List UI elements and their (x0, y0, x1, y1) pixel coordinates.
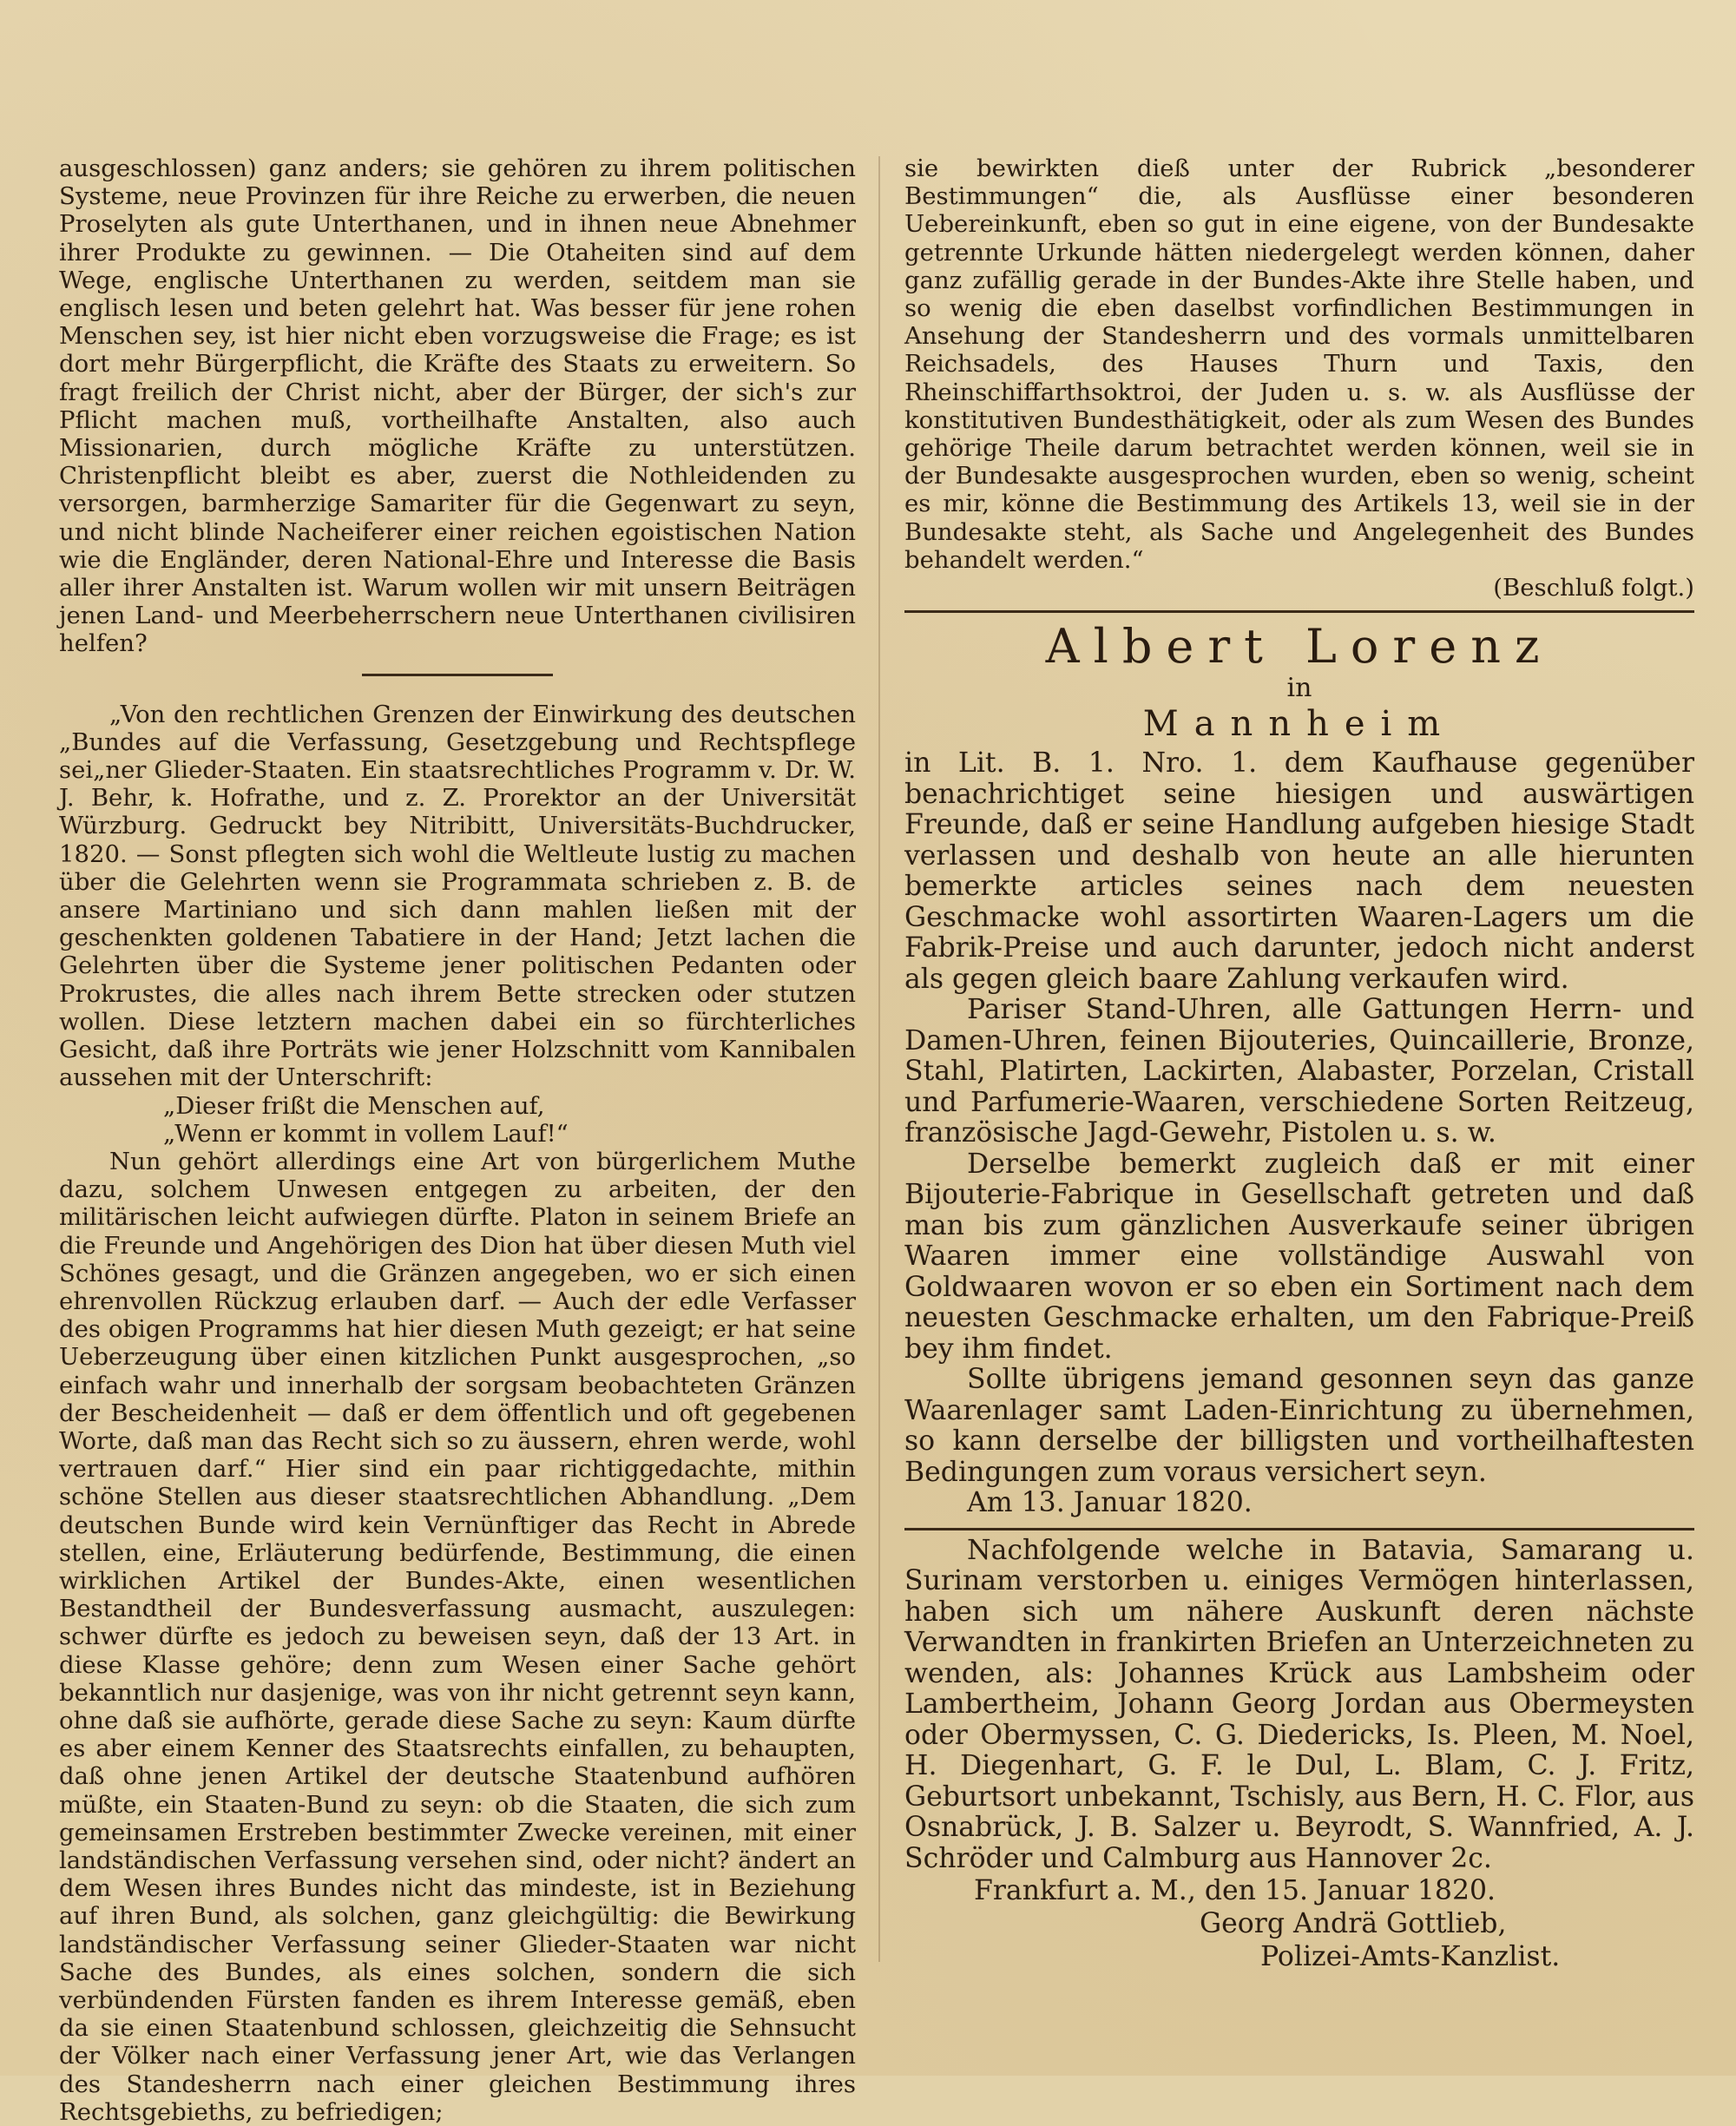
left-paragraph-1: ausgeschlossen) ganz anders; sie gehören zu ihrem politischen Systeme, neue Provinzen für ihre Reiche zu erwerben, die neuen Proselyten als gute Unterthanen, und in ihnen neue Abnehmer ihrer Produkte zu gewinnen. — Die Otaheiten sind auf dem Wege, englische Unterthanen zu werden, seitdem man sie englisch lesen und beten gelehrt hat. Was besser für jene rohen Menschen sey, ist hier nicht eben vorzugsweise die Frage; es ist dort mehr Bürgerpflicht, die Kräfte des Staats zu erweitern. So fragt freilich der Christ nicht, aber der Bürger, der sich's zur Pflicht machen muß, vortheilhafte Anstalten, also auch Missionarien, durch mögliche Kräfte zu unterstützen. Christenpflicht bleibt es aber, zuerst die Nothleidenden zu versorgen, barmherzige Samariter für die Gegenwart zu seyn, und nicht blinde Nacheiferer einer reichen egoistischen Nation wie die Engländer, deren National-Ehre und Interesse die Basis aller ihrer Anstalten ist. Warum wollen wir mit unsern Beiträgen jenen Land- und Meerbeherrschern neue Unterthanen civilisiren helfen? (59, 155, 856, 658)
section-divider (362, 674, 553, 676)
right-column (904, 155, 1694, 1973)
ad-body-1: in Lit. B. 1. Nro. 1. dem Kaufhause gegenüber benachrichtiget seine hiesigen und auswärtigen Freunde, daß er seine Handlung aufgeben hiesige Stadt verlassen und deshalb von heute an alle hierunten bemerkte articles seines nach dem neuesten Geschmacke wohl assortirten Waaren-Lagers um die Fabrik-Preise und auch darunter, jedoch nicht anderst als gegen gleich baare Zahlung verkaufen wird. (904, 747, 1694, 995)
ad2-signer-title: Polizei-Amts-Kanzlist. (1260, 1941, 1561, 1973)
advertisement-lorenz (904, 620, 1694, 1519)
ad2-place-date: Frankfurt a. M., den 15. Januar 1820. (974, 1875, 1496, 1907)
left-paragraph-2: „Von den rechtlichen Grenzen der Einwirkung des deutschen „Bundes auf die Verfassung, Gesetzgebung und Rechtspflege sei„ner Glieder-Staaten. Ein staatsrechtliches Programm v. Dr. W. J. Behr, k. Hofrathe, und z. Z. Prorektor an der Universität Würzburg. Gedruckt bey Nitribitt, Universitäts-Buchdrucker, 1820. — Sonst pflegten sich wohl die Weltleute lustig zu machen über die Gelehrten wenn sie Programmata schrieben z. B. de ansere Martiniano und sich dann mahlen ließen mit der geschenkten goldenen Tabatiere in der Hand; Jetzt lachen die Gelehrten über die Systeme jener politischen Pedanten oder Prokrustes, die alles nach ihrem Bette strecken oder stutzen wollen. Diese letztern machen dabei ein so fürchterliches Gesicht, daß ihre Porträts wie jener Holzschnitt vom Kannibalen aussehen mit der Unterschrift: (59, 700, 856, 1092)
ad2-body: Nachfolgende welche in Batavia, Samarang u. Surinam verstorben u. einiges Vermögen hinterlassen, haben sich um nähere Auskunft deren nächste Verwandten in frankirten Briefen an Unterzeichneten zu wenden, als: Johannes Krück aus Lambsheim oder Lambertheim, Johann Georg Jordan aus Obermeysten oder Obermyssen, C. G. Diedericks, Is. Pleen, M. Noel, H. Diegenhart, G. F. le Dul, L. Blam, C. J. Fritz, Geburtsort unbekannt, Tschisly, aus Bern, H. C. Flor, aus Osnabrück, J. B. Salzer u. Beyrodt, S. Wannfried, A. J. Schröder und Calmburg aus Hannover 2c. (904, 1534, 1694, 1874)
left-column (59, 155, 856, 2126)
ad-body-3: Derselbe bemerkt zugleich daß er mit einer Bijouterie-Fabrique in Gesellschaft getreten und daß man bis zum gänzlichen Ausverkaufe seiner übrigen Waaren immer eine vollständige Auswahl von Goldwaaren wovon er so eben ein Sortiment nach dem neuesten Geschmacke erhalten, um den Fabrique-Preiß bey ihm findet. (904, 1148, 1694, 1365)
verse-line-2: „Wenn er kommt in vollem Lauf!“ (163, 1119, 569, 1148)
right-paragraph-1: sie bewirkten dieß unter der Rubrick „besonderer Bestimmungen“ die, als Ausflüsse einer besonderen Uebereinkunft, eben so gut in eine eigene, von der Bundesakte getrennte Urkunde hätten niedergelegt werden können, daher ganz zufällig gerade in der Bundes-Akte ihre Stelle haben, und so wenig die eben daselbst vorfindlichen Bestimmungen in Ansehung der Standesherrn und des vormals unmittelbaren Reichsadels, des Hauses Thurn und Taxis, den Rheinschiffarthsoktroi, der Juden u. s. w. als Ausflüsse der konstitutiven Bundesthätigkeit, oder als zum Wesen des Bundes gehörige Theile darum betrachtet werden können, weil sie in der Bundesakte ausgesprochen wurden, eben so wenig, scheint es mir, könne die Bestimmung des Artikels 13, weil sie in der Bundesakte steht, als Sache und Angelegenheit des Bundes behandelt werden.“ (904, 155, 1694, 574)
advertisement-estates (904, 1536, 1694, 1974)
column-divider (878, 156, 880, 1962)
left-paragraph-3: Nun gehört allerdings eine Art von bürgerlichem Muthe dazu, solchem Unwesen entgegen zu arbeiten, der den militärischen leicht aufwiegen dürfte. Platon in seinem Briefe an die Freunde und Angehörigen des Dion hat über diesen Muth viel Schönes gesagt, und die Gränzen angegeben, wo er sich einen ehrenvollen Rückzug erlauben darf. — Auch der edle Verfasser des obigen Programms hat hier diesen Muth gezeigt; er hat seine Ueberzeugung über einen kitzlichen Punkt ausgesprochen, „so einfach wahr und innerhalb der sorgsam beobachteten Gränzen der Bescheidenheit — daß er dem öffentlich und oft gegebenen Worte, daß man das Recht sich so zu äussern, ehren werde, wohl vertrauen darf.“ Hier sind ein paar richtiggedachte, mithin schöne Stellen aus dieser staatsrechtlichen Abhandlung. „Dem deutschen Bunde wird kein Vernünftiger das Recht in Abrede stellen, eine, Erläuterung bedürfende, Bestimmung, die einen wirklichen Artikel der Bundes-Akte, einen wesentlichen Bestandtheil der Bundesverfassung ausmacht, auszulegen: schwer dürfte es jedoch zu beweisen seyn, daß der 13 Art. in diese Klasse gehöre; denn zum Wesen einer Sache gehört bekanntlich nur dasjenige, was von ihr nicht getrennt seyn kann, ohne daß sie aufhörte, gerade diese Sache zu seyn: Kaum dürfte es aber einem Kenner des Staatsrechts einfallen, zu behaupten, daß ohne jenen Artikel der deutsche Staatenbund aufhören müßte, ein Staaten-Bund zu seyn: ob die Staaten, die sich zum gemeinsamen Erstreben bestimmter Zwecke vereinen, mit einer landständischen Verfassung versehen sind, oder nicht? ändert an dem Wesen ihres Bundes nicht das mindeste, ist in Beziehung auf ihren Bund, als solchen, ganz gleichgültig: die Bewirkung landständischer Verfassung seiner Glieder-Staaten war nicht Sache des Bundes, als eines solchen, sondern die sich verbündenden Fürsten fanden es ihrem Interesse gemäß, eben da sie einen Staatenbund schlossen, gleichzeitig die Sehnsucht der Völker nach einer Verfassung jener Art, wie das Verlangen des Standesherrn nach einer gleichen Bestimmung ihres Rechtsgebieths, zu befriedigen; (59, 1147, 856, 2126)
continued-note: (Beschluß folgt.) (1493, 574, 1694, 602)
ad-body-4: Sollte übrigens jemand gesonnen seyn das ganze Waarenlager samt Laden-Einrichtung zu übernehmen, so kann derselbe der billigsten und vortheilhaftesten Bedingungen zum voraus versichert seyn. (904, 1364, 1694, 1488)
ad-body-2: Pariser Stand-Uhren, alle Gattungen Herrn- und Damen-Uhren, feinen Bijouteries, Quincaillerie, Bronze, Stahl, Platirten, Lackirten, Alabaster, Porzelan, Cristall und Parfumerie-Waaren, verschiedene Sorten Reitzeug, französische Jagd-Gewehr, Pistolen u. s. w. (904, 994, 1694, 1149)
ad-in: in (1286, 673, 1312, 704)
ad2-signer: Georg Andrä Gottlieb, (1200, 1908, 1507, 1940)
ad-city: Mannheim (1142, 704, 1457, 745)
verse-line-1: „Dieser frißt die Menschen auf, (163, 1091, 545, 1120)
ad-divider-1 (904, 610, 1694, 613)
ad-title: Albert Lorenz (1045, 619, 1554, 675)
ad-date: Am 13. Januar 1820. (967, 1487, 1253, 1519)
ad-divider-2 (904, 1528, 1694, 1530)
